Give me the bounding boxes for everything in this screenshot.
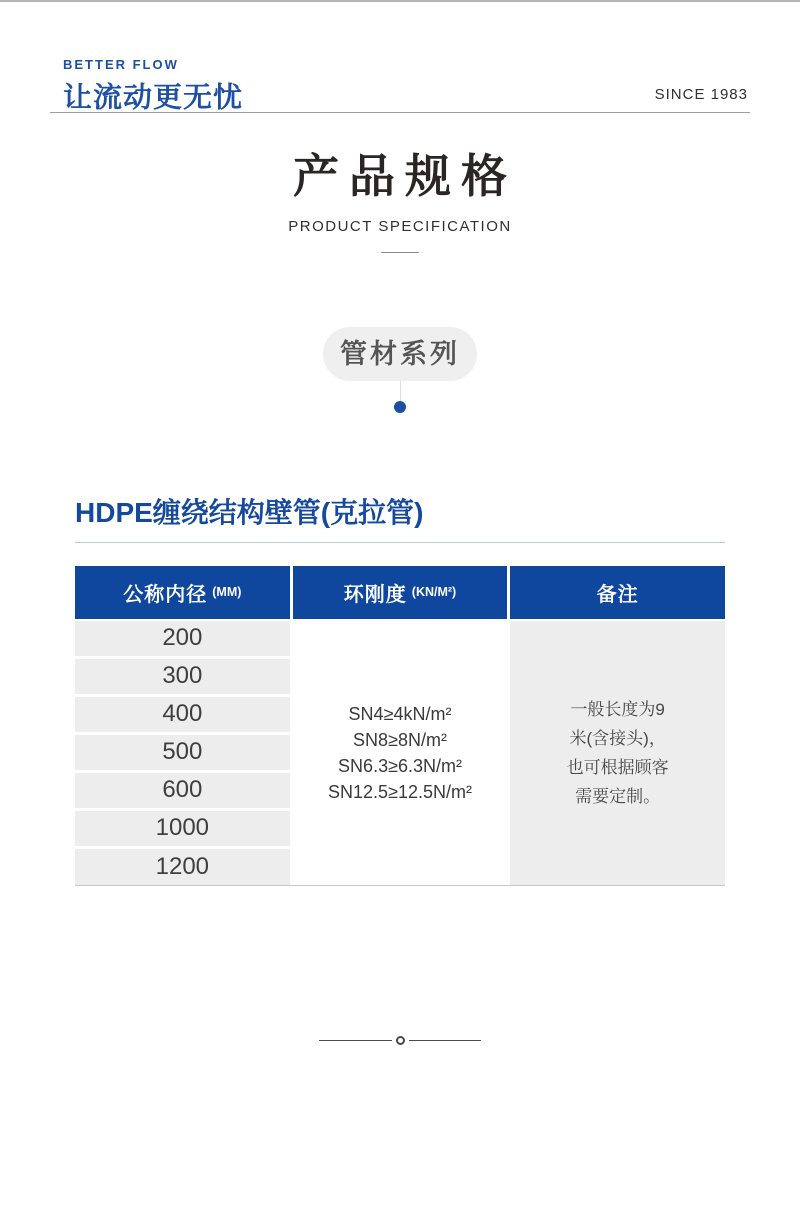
- brand-logo: [63, 57, 243, 116]
- series-badge-block: [0, 327, 800, 413]
- diameter-column: [75, 621, 290, 885]
- footer-divider-line-right: [409, 1040, 482, 1041]
- header-label: 环刚度: [343, 583, 407, 606]
- diameter-cell: 400: [75, 697, 290, 732]
- section-heading: HDPE缠绕结构壁管(克拉管): [75, 496, 424, 528]
- stiffness-column: [293, 621, 508, 885]
- series-pill: 管材系列: [323, 327, 477, 381]
- top-brand-bar: [50, 2, 750, 113]
- header-cell-stiffness: [293, 566, 508, 619]
- since-label: SINCE 1983: [654, 86, 748, 103]
- footer-divider: [319, 1036, 481, 1045]
- page-title: 产品规格: [293, 150, 517, 202]
- diameter-cell: 500: [75, 735, 290, 770]
- footer-divider-line-left: [319, 1040, 392, 1041]
- spec-table: [75, 566, 725, 886]
- header-unit: (MM): [212, 585, 242, 600]
- diameter-cell: 1000: [75, 811, 290, 846]
- main-content: [75, 491, 725, 886]
- remark-line: 需要定制。: [575, 786, 661, 806]
- stiffness-line: SN6.3≥6.3N/m²: [338, 755, 462, 776]
- series-dot-icon: [394, 401, 406, 413]
- header-unit: (KN/M²): [411, 585, 457, 600]
- brand-tagline: BETTER FLOW: [63, 57, 179, 72]
- table-header-row: [75, 566, 725, 619]
- diameter-cell: 600: [75, 773, 290, 808]
- stiffness-line: SN12.5≥12.5N/m²: [328, 781, 472, 802]
- remark-line: 也可根据顾客: [566, 757, 669, 777]
- header-cell-remark: [510, 566, 725, 619]
- stiffness-line: SN8≥8N/m²: [353, 729, 447, 750]
- table-body: [75, 621, 725, 885]
- brand-logo-text: 让流动更无忧: [63, 82, 244, 114]
- series-connector-line: [400, 381, 401, 401]
- page-subtitle: PRODUCT SPECIFICATION: [288, 217, 512, 235]
- header-cell-diameter: [75, 566, 290, 619]
- diameter-cell: 200: [75, 621, 290, 656]
- header-label: 公称内径: [123, 583, 208, 606]
- diameter-cell: 1200: [75, 849, 290, 885]
- title-divider: [381, 252, 419, 253]
- remark-line: 一般长度为9: [570, 699, 665, 719]
- remark-column: [510, 621, 725, 885]
- diameter-cell: 300: [75, 659, 290, 694]
- remark-line: 米(含接头)，: [569, 728, 666, 748]
- footer-divider-circle-icon: [396, 1036, 405, 1045]
- section-divider: [75, 542, 725, 543]
- header-label: 备注: [596, 583, 639, 606]
- stiffness-line: SN4≥4kN/m²: [348, 703, 452, 724]
